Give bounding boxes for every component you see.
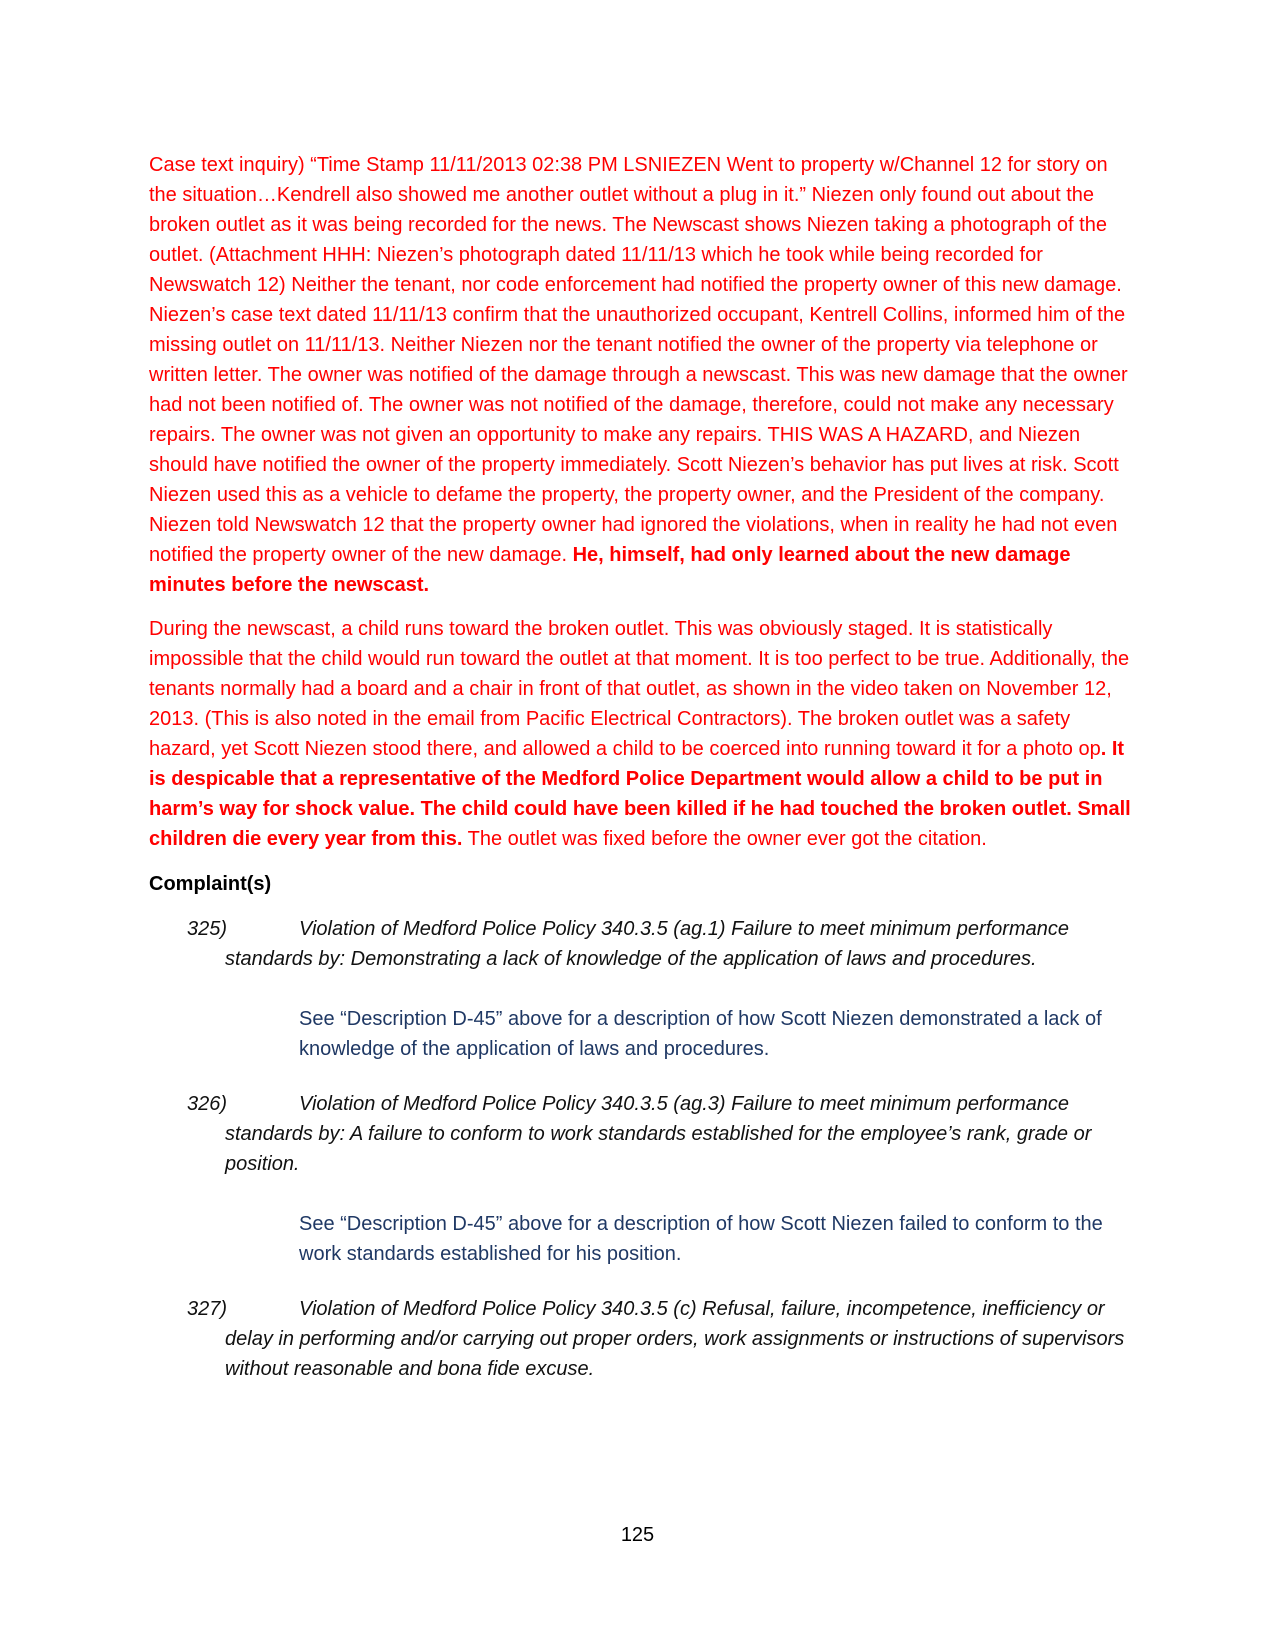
complaint-text: Violation of Medford Police Policy 340.3.5 (ag.3) Failure to meet minimum performance standards by: A failure to conform to work standards established for the employee’s rank, grade or position. [225,1093,1092,1175]
complaint-325-see: See “Description D-45” above for a description of how Scott Niezen demonstrated a lack of knowledge of the application of laws and procedures. [299,1008,1102,1060]
paragraph-case-text [149,150,1134,600]
paragraph-case-text-body: Case text inquiry) “Time Stamp 11/11/2013 02:38 PM LSNIEZEN Went to property w/Channel 12 for story on the situation…Kendrell also showed me another outlet without a plug in it.” Niezen only found out about the broken outlet as it was being recorded for the news. The Newscast shows Niezen taking a photograph of the outlet. (Attachment HHH: Niezen’s photograph dated 11/11/13 which he took while being recorded for Newswatch 12) Neither the tenant, nor code enforcement had notified the property owner of this new damage. Niezen’s case text dated 11/11/13 confirm that the unauthorized occupant, Kentrell Collins, informed him of the missing outlet on 11/11/13. Neither Niezen nor the tenant notified the owner of the property via telephone or written letter. The owner was notified of the damage through a newscast. This was new damage that the owner had not been notified of. The owner was not notified of the damage, therefore, could not make any necessary repairs. The owner was not given an opportunity to make any repairs. THIS WAS A HAZARD, and Niezen should have notified the owner of the property immediately. Scott Niezen’s behavior has put lives at risk. Scott Niezen used this as a vehicle to defame the property, the property owner, and the President of the company. Niezen told Newswatch 12 that the property owner had ignored the violations, when in reality he had not even notified the property owner of the new damage. [149,154,1128,566]
paragraph-newscast-bold: . It is despicable that a representative of the Medford Police Department would allow a child to be put in harm’s way for shock value. The child could have been killed if he had touched the broken outlet. Small children die every year from this. [149,738,1131,850]
paragraph-case-text-bold: He, himself, had only learned about the new damage minutes before the newscast. [149,544,1071,596]
complaint-number: 326) [187,1093,228,1115]
complaints-heading: Complaint(s) [149,873,272,895]
complaint-text: Violation of Medford Police Policy 340.3.5 (ag.1) Failure to meet minimum performance standards by: Demonstrating a lack of knowledge of the application of laws and procedures. [225,918,1069,970]
complaint-326-see: See “Description D-45” above for a description of how Scott Niezen failed to conform to the work standards established for his position. [299,1213,1103,1265]
complaint-325 [187,914,1134,974]
complaint-text: Violation of Medford Police Policy 340.3.5 (c) Refusal, failure, incompetence, inefficiency or delay in performing and/or carrying out proper orders, work assignments or instructions of supervisors without reasonable and bona fide excuse. [225,1298,1125,1380]
page-number: 125 [620,1524,655,1546]
paragraph-newscast-tail: The outlet was fixed before the owner ever got the citation. [462,828,987,850]
complaint-number: 325) [187,918,228,940]
paragraph-newscast-body: During the newscast, a child runs toward the broken outlet. This was obviously staged. It is statistically impossible that the child would run toward the outlet at that moment. It is too perfect to be true. Additionally, the tenants normally had a board and a chair in front of that outlet, as shown in the video taken on November 12, 2013. (This is also noted in the email from Pacific Electrical Contractors). The broken outlet was a safety hazard, yet Scott Niezen stood there, and allowed a child to be coerced into running toward it for a photo op [149,618,1130,760]
complaint-326 [187,1089,1134,1179]
document-page [149,150,1134,1384]
complaint-number: 327) [187,1298,228,1320]
paragraph-newscast [149,614,1134,854]
complaint-327 [187,1294,1134,1384]
